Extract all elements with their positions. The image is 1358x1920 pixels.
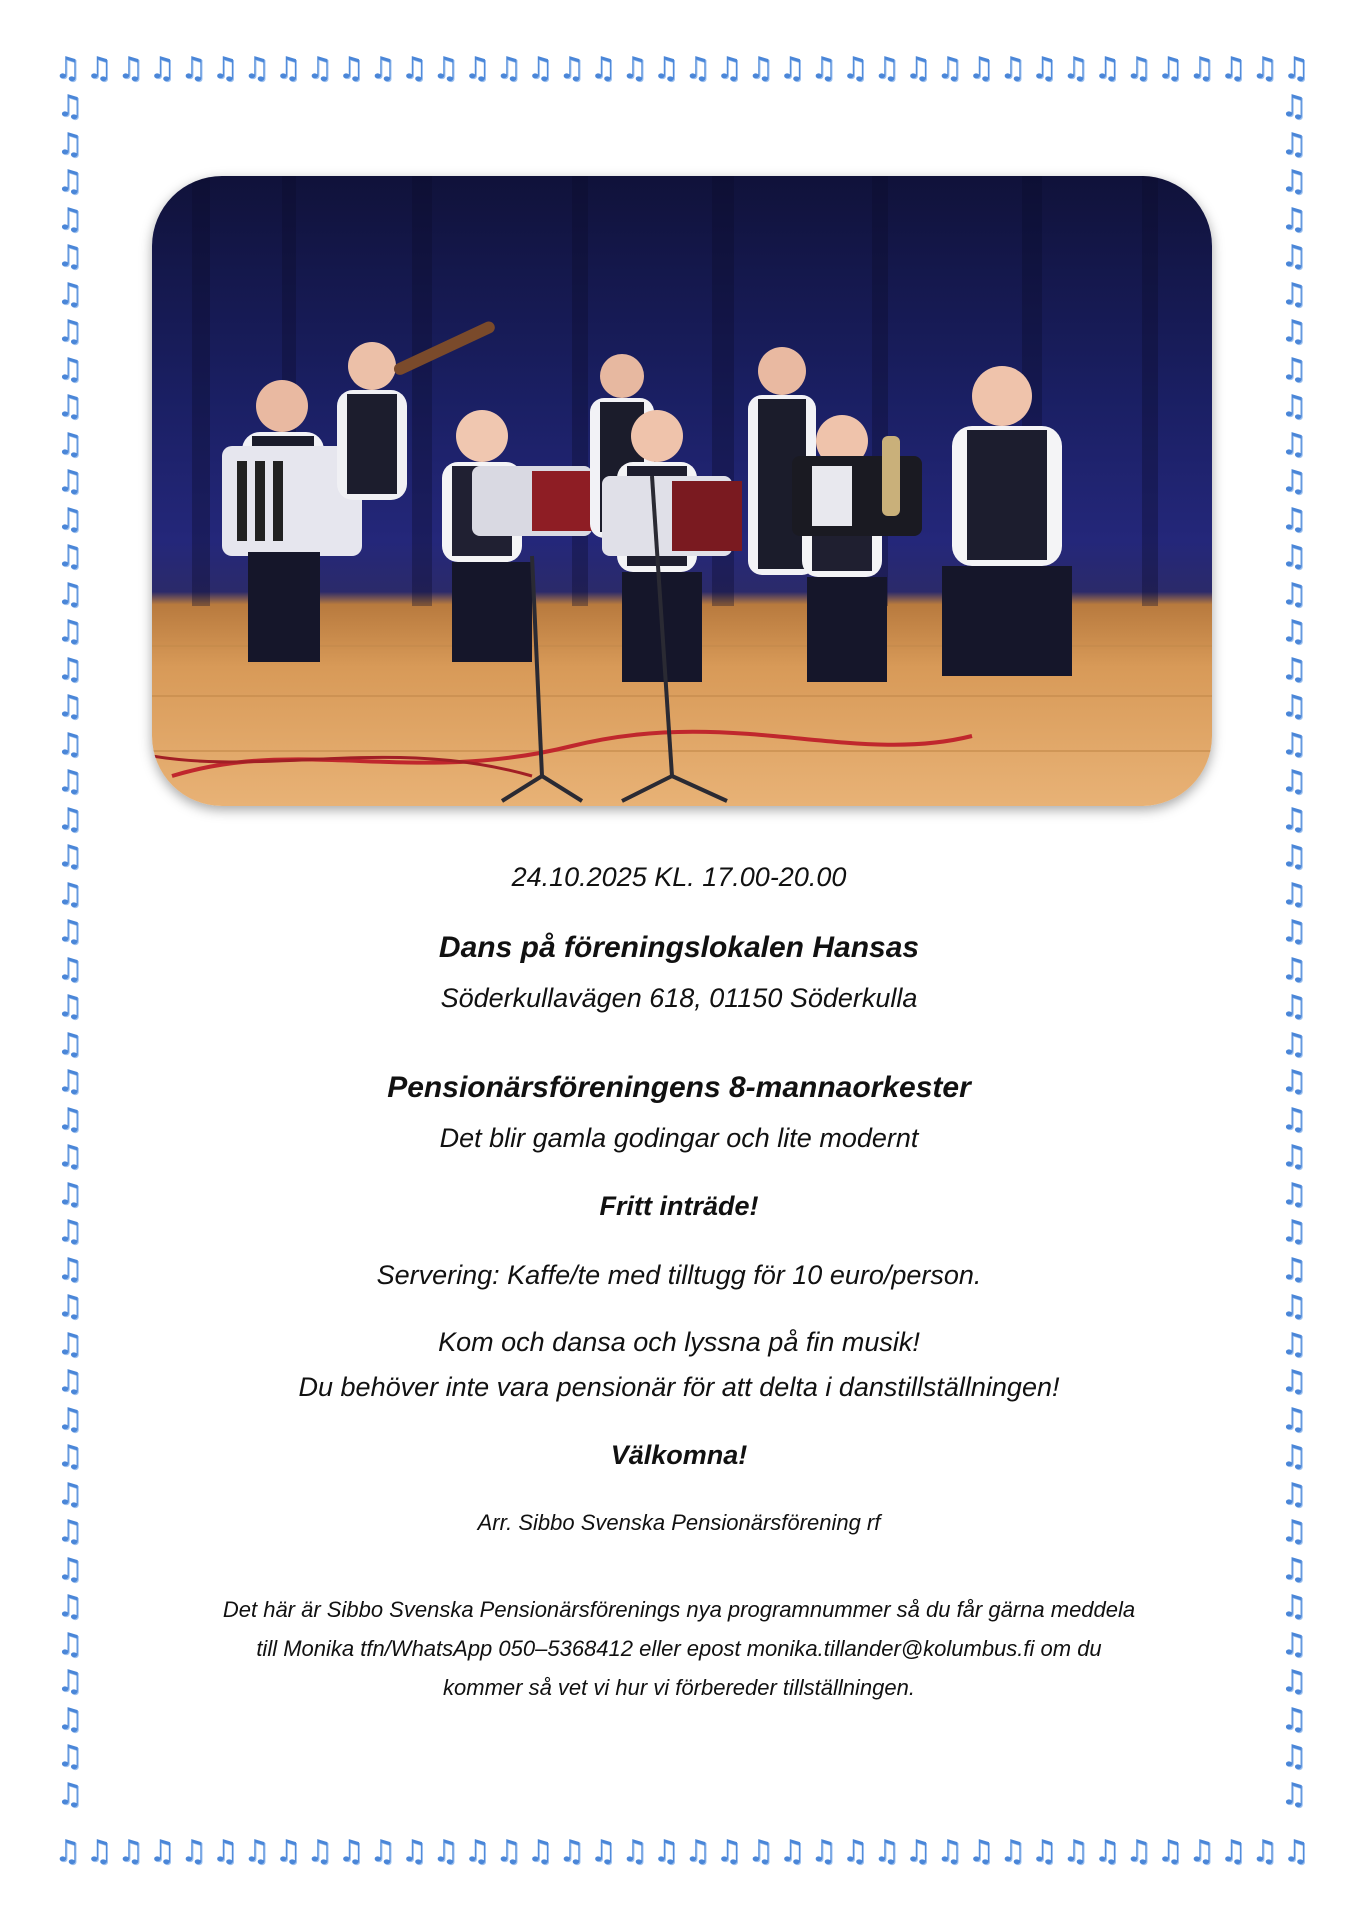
- invite-line-2: Du behöver inte vara pensionär för att delta i danstillställningen!: [298, 1372, 1060, 1402]
- music-note-icon: ♫: [56, 501, 84, 537]
- music-note-icon: ♫: [211, 51, 239, 86]
- music-note-icon: ♫: [1280, 1251, 1308, 1287]
- music-note-icon: ♫: [432, 1834, 460, 1869]
- music-note-icon: ♫: [56, 1514, 84, 1549]
- music-note-icon: ♫: [904, 1834, 932, 1869]
- music-note-icon: ♫: [1280, 914, 1308, 949]
- orchestra-description: Det blir gamla godingar och lite modernt: [439, 1123, 919, 1153]
- music-note-icon: ♫: [56, 1701, 84, 1737]
- music-note-icon: ♫: [936, 51, 964, 86]
- music-note-icon: ♫: [999, 51, 1027, 86]
- music-note-icon: ♫: [1093, 51, 1121, 86]
- music-note-icon: ♫: [1280, 1101, 1308, 1137]
- music-note-icon: ♫: [274, 51, 302, 86]
- welcome-text: Välkomna!: [610, 1440, 748, 1470]
- music-note-icon: ♫: [1280, 1214, 1308, 1249]
- music-note-icon: ♫: [56, 1739, 84, 1774]
- music-note-icon: ♫: [56, 389, 84, 424]
- music-note-icon: ♫: [1280, 576, 1308, 612]
- music-note-icon: ♫: [936, 1834, 964, 1869]
- music-note-icon: ♫: [337, 1834, 365, 1869]
- border-right: [1276, 88, 1312, 1838]
- music-note-icon: ♫: [54, 51, 82, 86]
- music-note-icon: ♫: [56, 1026, 84, 1062]
- music-note-icon: ♫: [56, 1101, 84, 1137]
- music-note-icon: ♫: [1280, 1401, 1308, 1437]
- music-note-icon: ♫: [56, 764, 84, 799]
- music-note-icon: ♫: [274, 1834, 302, 1869]
- music-note-icon: ♫: [841, 51, 869, 86]
- music-note-icon: ♫: [652, 51, 680, 86]
- music-note-icon: ♫: [56, 914, 84, 949]
- music-note-icon: ♫: [873, 51, 901, 86]
- music-note-icon: ♫: [1251, 51, 1279, 86]
- music-note-icon: ♫: [56, 276, 84, 312]
- musician-3: [442, 410, 592, 662]
- music-note-icon: ♫: [558, 51, 586, 86]
- music-note-icon: ♫: [1280, 764, 1308, 799]
- music-note-icon: ♫: [621, 1834, 649, 1869]
- music-note-icon: ♫: [56, 351, 84, 387]
- music-note-icon: ♫: [1251, 1834, 1279, 1869]
- music-note-icon: ♫: [495, 51, 523, 86]
- music-note-icon: ♫: [1280, 876, 1308, 912]
- music-note-icon: ♫: [1280, 1064, 1308, 1099]
- music-note-icon: ♫: [148, 1834, 176, 1869]
- music-note-icon: ♫: [1188, 1834, 1216, 1869]
- music-note-icon: ♫: [243, 1834, 271, 1869]
- music-note-icon: ♫: [56, 1551, 84, 1587]
- music-note-icon: ♫: [1280, 839, 1308, 874]
- music-note-icon: ♫: [1280, 89, 1308, 124]
- serving-info: Servering: Kaffe/te med tilltugg för 10 euro/person.: [376, 1260, 982, 1290]
- music-note-icon: ♫: [56, 1589, 84, 1624]
- music-note-icon: ♫: [1188, 51, 1216, 86]
- music-note-icon: ♫: [684, 51, 712, 86]
- music-note-icon: ♫: [589, 51, 617, 86]
- music-note-icon: ♫: [967, 1834, 995, 1869]
- music-note-icon: ♫: [56, 839, 84, 874]
- music-note-icon: ♫: [56, 314, 84, 349]
- music-note-icon: ♫: [747, 51, 775, 86]
- music-note-icon: ♫: [56, 951, 84, 987]
- music-note-icon: ♫: [56, 1214, 84, 1249]
- music-note-icon: ♫: [778, 51, 806, 86]
- music-note-icon: ♫: [56, 876, 84, 912]
- music-note-icon: ♫: [56, 1326, 84, 1362]
- music-note-icon: ♫: [56, 801, 84, 837]
- music-note-icon: ♫: [117, 1834, 145, 1869]
- music-note-icon: ♫: [180, 1834, 208, 1869]
- music-note-icon: ♫: [1280, 801, 1308, 837]
- music-note-icon: ♫: [778, 1834, 806, 1869]
- music-note-icon: ♫: [1280, 1026, 1308, 1062]
- music-note-icon: ♫: [56, 726, 84, 762]
- music-note-icon: ♫: [56, 164, 84, 199]
- music-note-icon: ♫: [841, 1834, 869, 1869]
- contact-info-line-1: Det här är Sibbo Svenska Pensionärsförenings nya programnummer så du får gärna meddela: [222, 1597, 1136, 1622]
- orchestra-name: Pensionärsföreningens 8-mannaorkester: [387, 1071, 971, 1104]
- music-note-icon: ♫: [1280, 1439, 1308, 1474]
- music-note-icon: ♫: [56, 1401, 84, 1437]
- border-top: [52, 50, 1314, 90]
- border-left: [52, 88, 88, 1838]
- music-note-icon: ♫: [56, 1776, 84, 1812]
- music-note-icon: ♫: [1125, 51, 1153, 86]
- music-note-icon: ♫: [873, 1834, 901, 1869]
- music-note-icon: ♫: [56, 1289, 84, 1324]
- music-note-icon: ♫: [1280, 1326, 1308, 1362]
- music-note-icon: ♫: [1280, 351, 1308, 387]
- music-note-icon: ♫: [589, 1834, 617, 1869]
- music-note-icon: ♫: [1282, 1834, 1310, 1869]
- music-note-icon: ♫: [400, 51, 428, 86]
- music-note-icon: ♫: [715, 1834, 743, 1869]
- music-note-icon: ♫: [56, 1439, 84, 1474]
- music-note-icon: ♫: [56, 1176, 84, 1212]
- invite-line-1: Kom och dansa och lyssna på fin musik!: [438, 1327, 920, 1357]
- music-note-icon: ♫: [56, 689, 84, 724]
- free-entry: Fritt inträde!: [599, 1191, 759, 1221]
- music-note-icon: ♫: [1280, 689, 1308, 724]
- music-note-icon: ♫: [1280, 1476, 1308, 1512]
- music-note-icon: ♫: [1280, 1139, 1308, 1174]
- music-note-icon: ♫: [1125, 1834, 1153, 1869]
- music-note-icon: ♫: [56, 1364, 84, 1399]
- music-note-icon: ♫: [715, 51, 743, 86]
- music-note-icon: ♫: [1280, 989, 1308, 1024]
- band-photo: [152, 176, 1212, 806]
- music-note-icon: ♫: [1280, 276, 1308, 312]
- music-note-icon: ♫: [526, 51, 554, 86]
- music-note-icon: ♫: [810, 51, 838, 86]
- border-bottom: [52, 1833, 1314, 1873]
- music-note-icon: ♫: [1280, 464, 1308, 499]
- music-note-icon: ♫: [1280, 539, 1308, 574]
- music-note-icon: ♫: [56, 651, 84, 687]
- music-note-icon: ♫: [1280, 1551, 1308, 1587]
- music-note-icon: ♫: [56, 426, 84, 462]
- music-note-icon: ♫: [85, 51, 113, 86]
- music-note-icon: ♫: [904, 51, 932, 86]
- music-note-icon: ♫: [495, 1834, 523, 1869]
- music-note-icon: ♫: [243, 51, 271, 86]
- music-note-icon: ♫: [1280, 501, 1308, 537]
- contact-info-line-3: kommer så vet vi hur vi förbereder tillställningen.: [443, 1675, 915, 1700]
- music-note-icon: ♫: [1030, 51, 1058, 86]
- music-note-icon: ♫: [1280, 1176, 1308, 1212]
- music-note-icon: ♫: [148, 51, 176, 86]
- music-note-icon: ♫: [463, 51, 491, 86]
- music-note-icon: ♫: [1219, 1834, 1247, 1869]
- music-note-icon: ♫: [684, 1834, 712, 1869]
- music-note-icon: ♫: [1280, 1514, 1308, 1549]
- music-note-icon: ♫: [1280, 389, 1308, 424]
- music-note-icon: ♫: [306, 1834, 334, 1869]
- music-note-icon: ♫: [1156, 1834, 1184, 1869]
- music-note-icon: ♫: [56, 1251, 84, 1287]
- music-note-icon: ♫: [1062, 51, 1090, 86]
- music-note-icon: ♫: [1030, 1834, 1058, 1869]
- music-note-icon: ♫: [652, 1834, 680, 1869]
- music-note-icon: ♫: [999, 1834, 1027, 1869]
- music-note-icon: ♫: [56, 239, 84, 274]
- music-note-icon: ♫: [810, 1834, 838, 1869]
- music-note-icon: ♫: [56, 89, 84, 124]
- music-note-icon: ♫: [1280, 1701, 1308, 1737]
- music-note-icon: ♫: [432, 51, 460, 86]
- music-note-icon: ♫: [1280, 314, 1308, 349]
- music-note-icon: ♫: [56, 1626, 84, 1662]
- music-note-icon: ♫: [1219, 51, 1247, 86]
- music-note-icon: ♫: [1282, 51, 1310, 86]
- contact-info-line-2: till Monika tfn/WhatsApp 050–5368412 eller epost monika.tillander@kolumbus.fi om du: [256, 1636, 1102, 1661]
- music-note-icon: ♫: [56, 1139, 84, 1174]
- music-note-icon: ♫: [56, 1476, 84, 1512]
- music-note-icon: ♫: [967, 51, 995, 86]
- music-note-icon: ♫: [1093, 1834, 1121, 1869]
- music-note-icon: ♫: [56, 614, 84, 649]
- event-address: Söderkullavägen 618, 01150 Söderkulla: [440, 983, 918, 1013]
- music-note-icon: ♫: [54, 1834, 82, 1869]
- music-note-icon: ♫: [56, 989, 84, 1024]
- music-note-icon: ♫: [211, 1834, 239, 1869]
- music-note-icon: ♫: [56, 201, 84, 237]
- music-note-icon: ♫: [117, 51, 145, 86]
- music-note-icon: ♫: [621, 51, 649, 86]
- music-note-icon: ♫: [558, 1834, 586, 1869]
- music-note-icon: ♫: [56, 1664, 84, 1699]
- organizer: Arr. Sibbo Svenska Pensionärsförening rf: [477, 1510, 881, 1535]
- music-note-icon: ♫: [1280, 239, 1308, 274]
- music-note-icon: ♫: [463, 1834, 491, 1869]
- music-note-icon: ♫: [1280, 651, 1308, 687]
- music-note-icon: ♫: [1280, 1664, 1308, 1699]
- music-note-icon: ♫: [56, 576, 84, 612]
- music-note-icon: ♫: [337, 51, 365, 86]
- music-note-icon: ♫: [85, 1834, 113, 1869]
- music-note-icon: ♫: [1280, 614, 1308, 649]
- music-note-icon: ♫: [400, 1834, 428, 1869]
- music-note-icon: ♫: [1280, 164, 1308, 199]
- music-note-icon: ♫: [369, 51, 397, 86]
- music-note-icon: ♫: [526, 1834, 554, 1869]
- event-title: Dans på föreningslokalen Hansas: [438, 931, 920, 964]
- music-note-icon: ♫: [1280, 1739, 1308, 1774]
- music-note-icon: ♫: [1280, 1589, 1308, 1624]
- music-note-icon: ♫: [180, 51, 208, 86]
- music-note-icon: ♫: [1280, 726, 1308, 762]
- music-note-icon: ♫: [1062, 1834, 1090, 1869]
- music-note-icon: ♫: [1280, 951, 1308, 987]
- music-note-icon: ♫: [1280, 1364, 1308, 1399]
- music-note-icon: ♫: [56, 126, 84, 162]
- music-note-icon: ♫: [1280, 1776, 1308, 1812]
- music-note-icon: ♫: [369, 1834, 397, 1869]
- music-note-icon: ♫: [1280, 201, 1308, 237]
- band-photo-illustration: [152, 176, 1212, 806]
- music-note-icon: ♫: [1156, 51, 1184, 86]
- music-note-icon: ♫: [1280, 1626, 1308, 1662]
- music-note-icon: ♫: [306, 51, 334, 86]
- contact-info: [120, 1590, 1238, 1707]
- music-note-icon: ♫: [56, 539, 84, 574]
- music-note-icon: ♫: [56, 1064, 84, 1099]
- music-note-icon: ♫: [1280, 1289, 1308, 1324]
- music-note-icon: ♫: [1280, 126, 1308, 162]
- music-note-icon: ♫: [56, 464, 84, 499]
- music-note-icon: ♫: [747, 1834, 775, 1869]
- music-note-icon: ♫: [1280, 426, 1308, 462]
- event-datetime: 24.10.2025 KL. 17.00-20.00: [511, 862, 847, 892]
